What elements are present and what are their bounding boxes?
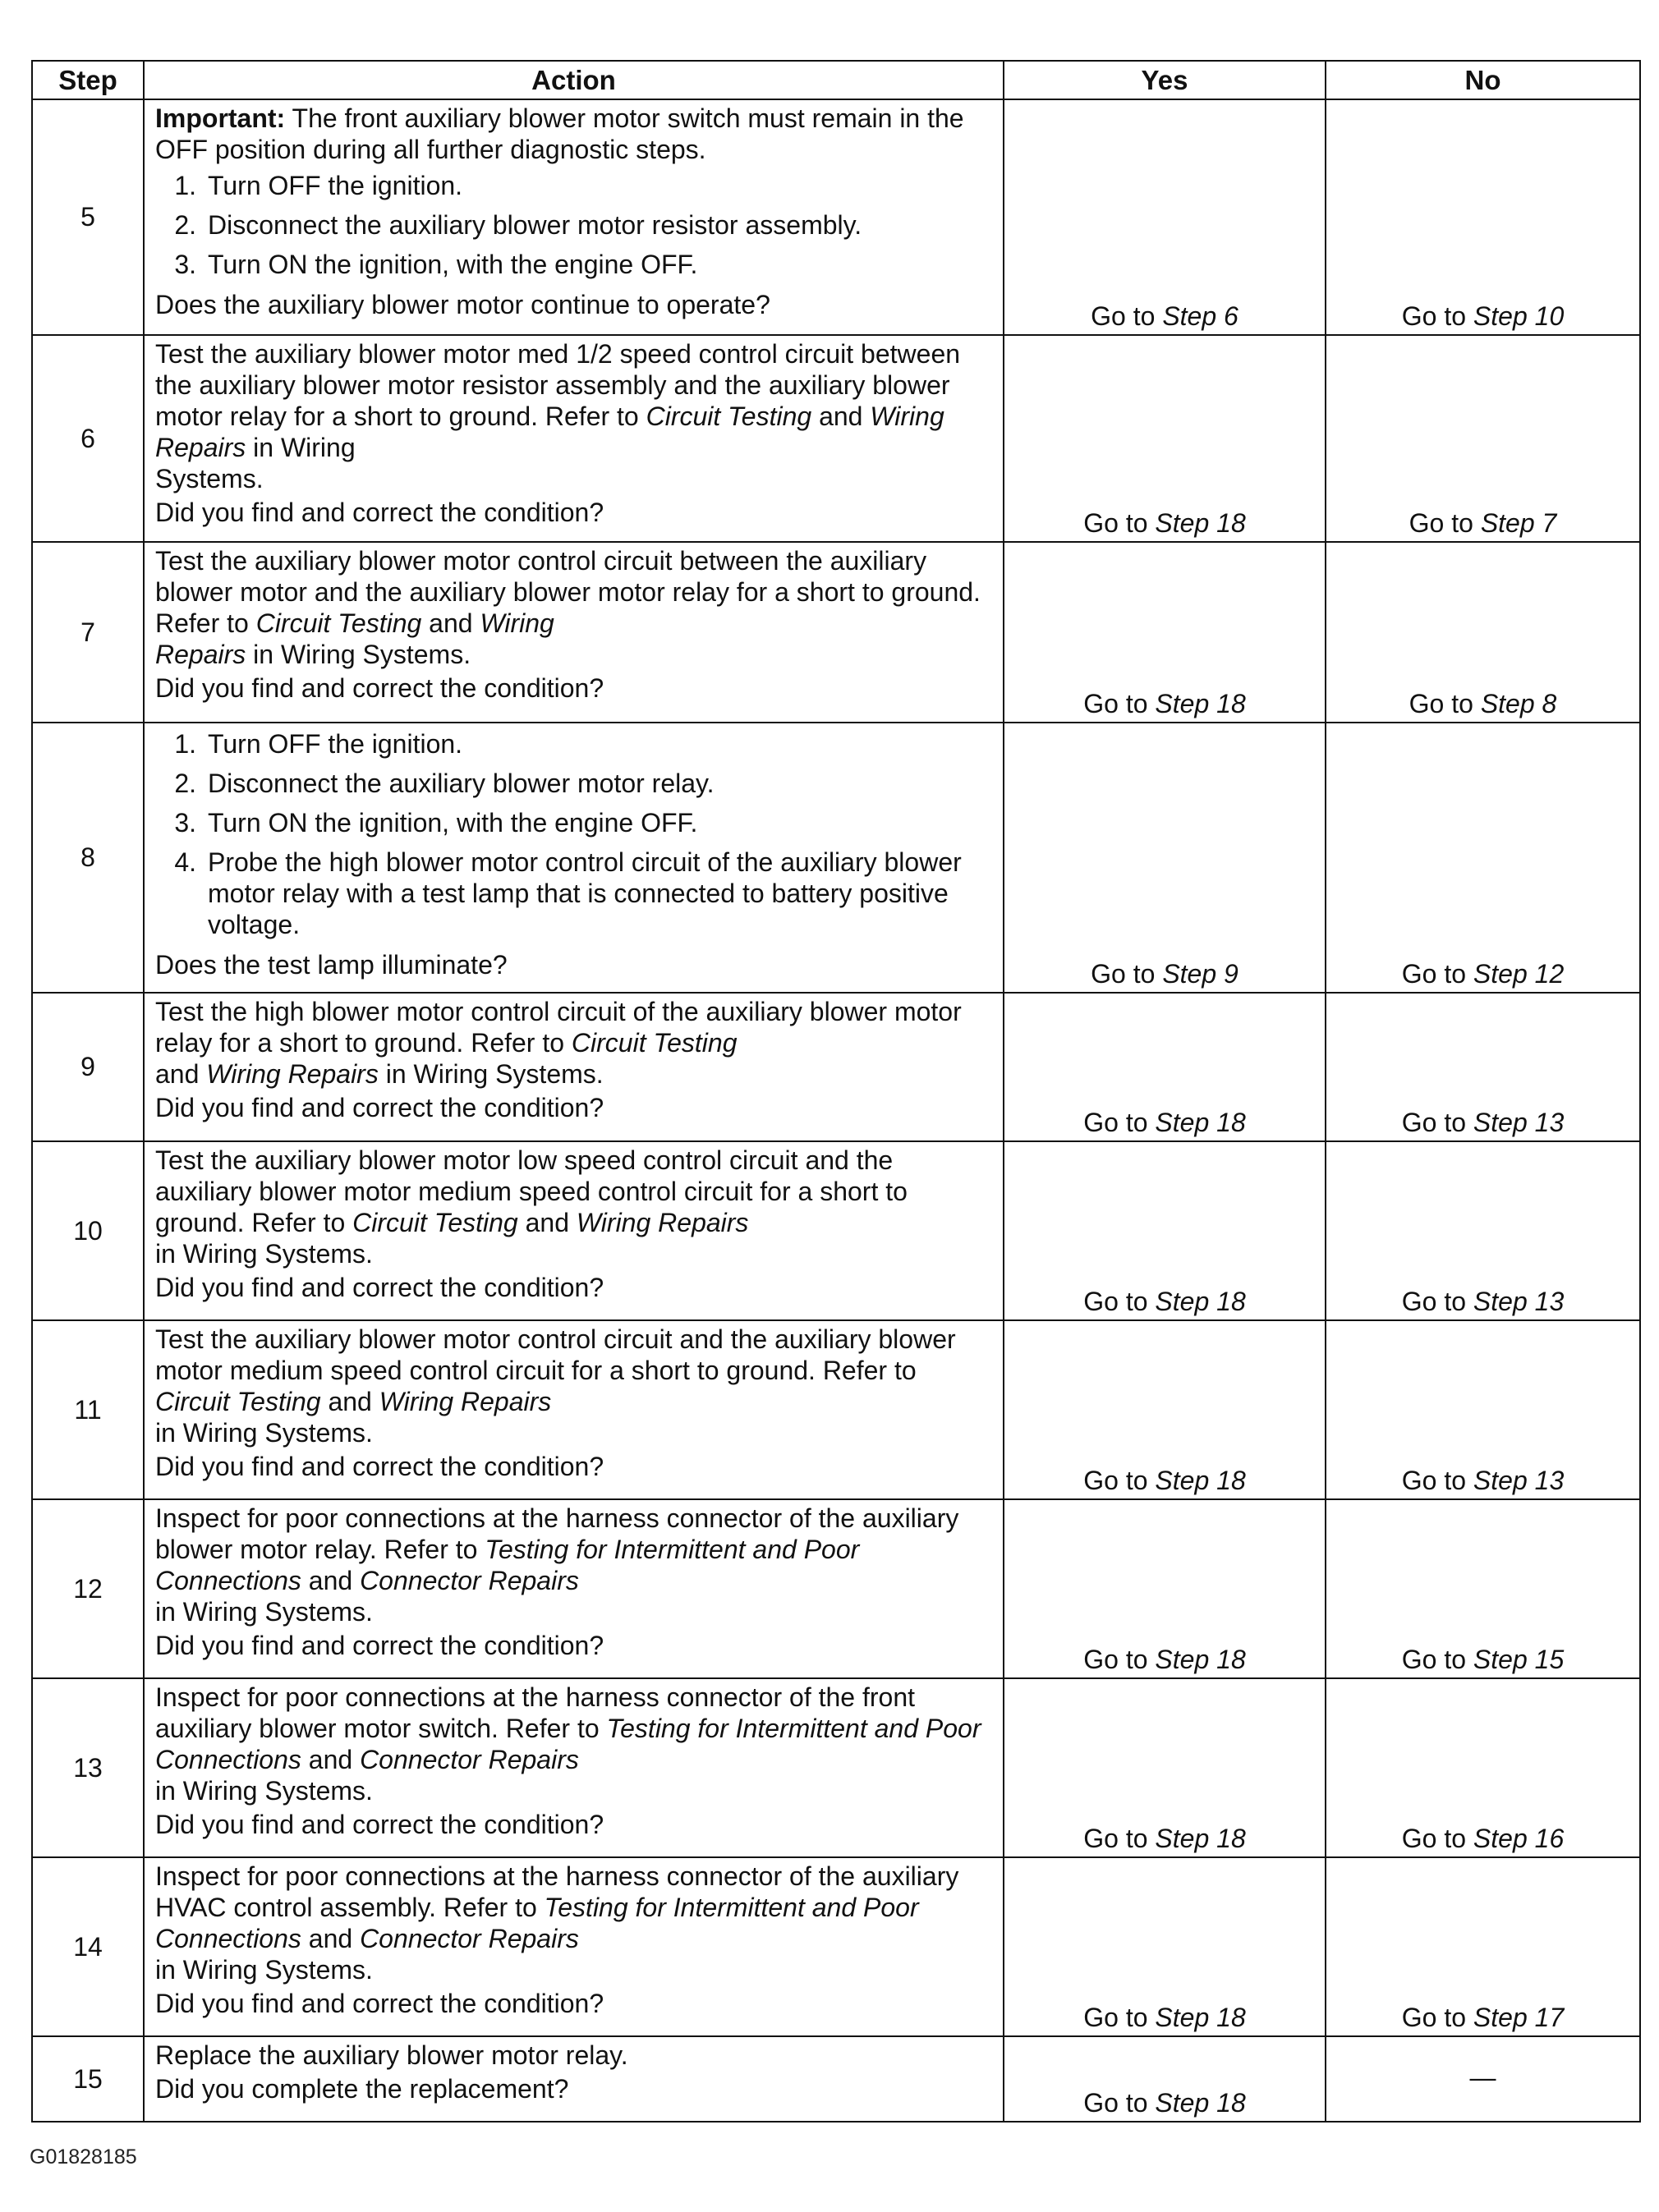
list-item: 4. Probe the high blower motor control circuit of the auxiliary blower motor relay with a test lamp that is connected to battery positive voltage. <box>174 847 962 939</box>
table-row <box>32 99 1640 335</box>
action-cell <box>144 1141 1004 1320</box>
reference-link[interactable]: Testing for Intermittent and Poor Connections <box>155 1535 860 1595</box>
no-cell: Go to Step 16 <box>1326 1678 1640 1857</box>
action-cell <box>144 1678 1004 1857</box>
reference-link[interactable]: Testing for Intermittent and Poor Connections <box>155 1714 981 1774</box>
step-link[interactable]: Step 6 <box>1162 301 1239 331</box>
step-link[interactable]: Step 18 <box>1155 508 1246 538</box>
figure-id: G01828185 <box>30 2145 137 2168</box>
header-yes: Yes <box>1004 61 1326 99</box>
question: Did you find and correct the condition? <box>155 1810 604 1839</box>
action-cell <box>144 993 1004 1141</box>
numbered-list <box>145 165 1003 287</box>
step-link[interactable]: Step 18 <box>1155 1645 1246 1674</box>
action-text: Inspect for poor connections at the harness connector of the front auxiliary blower motor switch. Refer to Testing for Intermittent and Poor Connections and Connector Repairs <box>155 1682 981 1774</box>
table-row <box>32 1678 1640 1857</box>
no-cell: Go to Step 13 <box>1326 1320 1640 1499</box>
yes-cell: Go to Step 18 <box>1004 1141 1326 1320</box>
step-number: 6 <box>32 335 144 542</box>
list-item: 3. Turn ON the ignition, with the engine OFF. <box>174 250 698 279</box>
action-text: Test the high blower motor control circuit of the auxiliary blower motor relay for a short to ground. Refer to Circuit Testing and Wiring Repairs in Wiring Systems. <box>155 997 962 1089</box>
step-link[interactable]: Step 17 <box>1473 2003 1565 2032</box>
table-row <box>32 1141 1640 1320</box>
step-link[interactable]: Step 18 <box>1155 1824 1246 1853</box>
important-label: Important: <box>155 103 286 133</box>
reference-link[interactable]: Connector Repairs <box>360 1566 579 1595</box>
reference-link[interactable]: Circuit Testing <box>646 402 812 431</box>
step-link[interactable]: Step 10 <box>1473 301 1565 331</box>
table-row <box>32 723 1640 993</box>
yes-cell: Go to Step 18 <box>1004 1678 1326 1857</box>
table-header-row <box>32 61 1640 99</box>
reference-link[interactable]: Connector Repairs <box>360 1924 579 1953</box>
step-link[interactable]: Step 18 <box>1155 2088 1246 2118</box>
diagnostic-table <box>31 60 1641 2123</box>
table-row <box>32 1320 1640 1499</box>
step-number: 13 <box>32 1678 144 1857</box>
reference-link[interactable]: Wiring Repairs <box>206 1059 379 1089</box>
step-number: 5 <box>32 99 144 335</box>
question: Did you find and correct the condition? <box>155 1273 604 1302</box>
no-cell: Go to Step 15 <box>1326 1499 1640 1678</box>
no-cell: Go to Step 17 <box>1326 1857 1640 2036</box>
reference-link[interactable]: Connector Repairs <box>360 1745 579 1774</box>
reference-link[interactable]: Wiring <box>480 608 554 638</box>
reference-link[interactable]: Circuit Testing <box>155 1387 321 1416</box>
step-number: 12 <box>32 1499 144 1678</box>
yes-cell: Go to Step 18 <box>1004 2036 1326 2122</box>
question: Did you find and correct the condition? <box>155 1452 604 1481</box>
action-text: Test the auxiliary blower motor low speed control circuit and the auxiliary blower motor medium speed control circuit for a short to ground. Refer to Circuit Testing and Wiring Repairs <box>155 1145 908 1237</box>
yes-cell: Go to Step 18 <box>1004 993 1326 1141</box>
step-link[interactable]: Step 16 <box>1473 1824 1565 1853</box>
list-item: 3. Turn ON the ignition, with the engine OFF. <box>174 808 698 838</box>
action-cell <box>144 2036 1004 2122</box>
step-number: 11 <box>32 1320 144 1499</box>
action-cell <box>144 723 1004 993</box>
important-note: Important: The front auxiliary blower motor switch must remain in the OFF position during all further diagnostic steps. <box>155 103 964 164</box>
reference-link[interactable]: Circuit Testing <box>255 608 422 638</box>
table-row <box>32 1499 1640 1678</box>
numbered-list <box>145 723 1003 947</box>
header-no: No <box>1326 61 1640 99</box>
action-cell <box>144 542 1004 723</box>
no-cell: Go to Step 13 <box>1326 993 1640 1141</box>
list-item: 1. Turn OFF the ignition. <box>174 171 463 200</box>
question: Did you complete the replacement? <box>155 2074 569 2104</box>
table-row <box>32 335 1640 542</box>
step-link[interactable]: Step 15 <box>1473 1645 1565 1674</box>
action-text: Inspect for poor connections at the harness connector of the auxiliary HVAC control assembly. Refer to Testing for Intermittent and Poor Connections and Connector Repairs <box>155 1861 959 1953</box>
action-text-cont: in Wiring Systems. <box>155 1239 373 1269</box>
no-cell <box>1326 2036 1640 2122</box>
step-link[interactable]: Step 18 <box>1155 2003 1246 2032</box>
no-cell: Go to Step 7 <box>1326 335 1640 542</box>
reference-link[interactable]: Wiring Repairs <box>576 1208 749 1237</box>
no-cell: Go to Step 12 <box>1326 723 1640 993</box>
reference-link[interactable]: Wiring Repairs <box>155 402 944 462</box>
question: Does the auxiliary blower motor continue to operate? <box>155 290 770 319</box>
no-cell: Go to Step 8 <box>1326 542 1640 723</box>
action-text-cont: in Wiring Systems. <box>155 1418 373 1448</box>
question: Did you find and correct the condition? <box>155 498 604 527</box>
action-text-cont: in Wiring Systems. <box>155 1955 373 1985</box>
action-text: Replace the auxiliary blower motor relay. <box>155 2040 628 2070</box>
table-row <box>32 542 1640 723</box>
action-text: Test the auxiliary blower motor med 1/2 speed control circuit between the auxiliary blower motor resistor assembly and the auxiliary blower motor relay for a short to ground. Refer to Circuit Testing and Wiring Repairs in Wiring <box>155 339 961 462</box>
table-row <box>32 993 1640 1141</box>
step-link[interactable]: Step 13 <box>1473 1287 1565 1316</box>
reference-link[interactable]: Wiring Repairs <box>379 1387 552 1416</box>
step-link[interactable]: Step 13 <box>1473 1108 1565 1137</box>
action-cell <box>144 335 1004 542</box>
yes-cell: Go to Step 18 <box>1004 1499 1326 1678</box>
step-link[interactable]: Step 9 <box>1162 959 1239 989</box>
reference-link[interactable]: Testing for Intermittent and Poor Connections <box>155 1893 919 1953</box>
yes-cell: Go to Step 6 <box>1004 99 1326 335</box>
action-cell <box>144 1499 1004 1678</box>
no-cell: Go to Step 10 <box>1326 99 1640 335</box>
yes-cell: Go to Step 9 <box>1004 723 1326 993</box>
list-item: 1. Turn OFF the ignition. <box>174 729 463 759</box>
header-action: Action <box>144 61 1004 99</box>
step-number: 8 <box>32 723 144 993</box>
question: Does the test lamp illuminate? <box>155 950 508 980</box>
table-row <box>32 1857 1640 2036</box>
question: Did you find and correct the condition? <box>155 1989 604 2018</box>
table-row <box>32 2036 1640 2122</box>
action-text: Test the auxiliary blower motor control circuit between the auxiliary blower motor and the auxiliary blower motor relay for a short to ground. Refer to Circuit Testing and Wiring Repairs in Wiring Systems. <box>155 546 981 669</box>
reference-link[interactable]: Circuit Testing <box>352 1208 518 1237</box>
step-link[interactable]: Step 18 <box>1155 689 1246 718</box>
step-link[interactable]: Step 18 <box>1155 1108 1246 1137</box>
reference-link[interactable]: Circuit Testing <box>571 1028 738 1058</box>
yes-cell: Go to Step 18 <box>1004 1320 1326 1499</box>
step-link[interactable]: Step 18 <box>1155 1466 1246 1495</box>
reference-link[interactable]: Repairs <box>155 640 246 669</box>
step-link[interactable]: Step 7 <box>1480 508 1557 538</box>
step-link[interactable]: Step 18 <box>1155 1287 1246 1316</box>
action-cell <box>144 1857 1004 2036</box>
action-text: Test the auxiliary blower motor control circuit and the auxiliary blower motor medium speed control circuit for a short to ground. Refer to Circuit Testing and Wiring Repairs <box>155 1324 956 1416</box>
step-number: 15 <box>32 2036 144 2122</box>
no-cell: Go to Step 13 <box>1326 1141 1640 1320</box>
step-link[interactable]: Step 8 <box>1480 689 1557 718</box>
yes-cell: Go to Step 18 <box>1004 542 1326 723</box>
action-text-cont: Systems. <box>155 464 264 493</box>
list-item: 2. Disconnect the auxiliary blower motor relay. <box>174 769 715 798</box>
no-action-dash: — <box>1469 2063 1496 2092</box>
step-link[interactable]: Step 12 <box>1473 959 1565 989</box>
action-cell <box>144 1320 1004 1499</box>
action-text: Inspect for poor connections at the harness connector of the auxiliary blower motor relay. Refer to Testing for Intermittent and Poor Connections and Connector Repairs <box>155 1503 959 1595</box>
action-text-cont: in Wiring Systems. <box>155 1597 373 1627</box>
yes-cell: Go to Step 18 <box>1004 335 1326 542</box>
yes-cell: Go to Step 18 <box>1004 1857 1326 2036</box>
action-text-cont: in Wiring Systems. <box>155 1776 373 1806</box>
step-number: 10 <box>32 1141 144 1320</box>
header-step: Step <box>32 61 144 99</box>
step-number: 14 <box>32 1857 144 2036</box>
question: Did you find and correct the condition? <box>155 673 604 703</box>
step-number: 9 <box>32 993 144 1141</box>
list-item: 2. Disconnect the auxiliary blower motor resistor assembly. <box>174 210 862 240</box>
question: Did you find and correct the condition? <box>155 1093 604 1122</box>
step-number: 7 <box>32 542 144 723</box>
action-cell <box>144 99 1004 335</box>
step-link[interactable]: Step 13 <box>1473 1466 1565 1495</box>
question: Did you find and correct the condition? <box>155 1631 604 1660</box>
